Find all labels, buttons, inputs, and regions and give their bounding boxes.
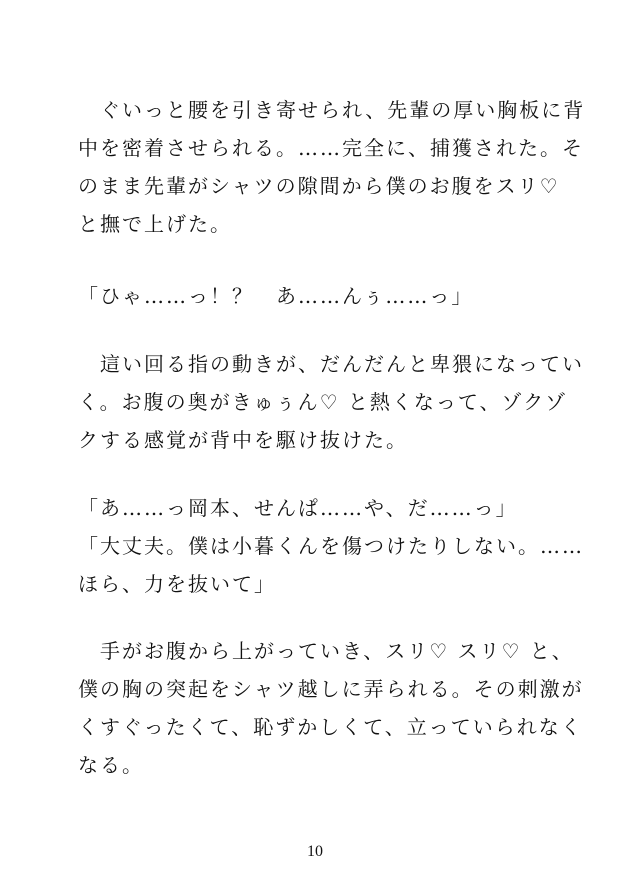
text-line: く。お腹の奥がきゅぅん♡ と熱くなって、ゾクゾ <box>78 390 568 414</box>
text-line: なる。 <box>78 753 144 777</box>
text-line: 僕の胸の突起をシャツ越しに弄られる。その刺激が <box>78 677 584 701</box>
page-number: 10 <box>307 843 323 860</box>
text-line: くすぐったくて、恥ずかしくて、立っていられなく <box>78 715 583 739</box>
text-line: 中を密着させられる。……完全に、捕獲された。そ <box>78 136 584 160</box>
text-line: と撫で上げた。 <box>78 212 232 236</box>
text-line: のまま先輩がシャツの隙間から僕のお腹をスリ♡ <box>78 174 560 198</box>
text-line: ぐいっと腰を引き寄せられ、先輩の厚い胸板に背 <box>78 98 586 122</box>
text-line: 這い回る指の動きが、だんだんと卑猥になってい <box>78 352 584 376</box>
dialogue-line: 「ひゃ……っ！？ あ……んぅ……っ」 <box>78 284 474 308</box>
dialogue-line: 「あ……っ岡本、せんぱ……や、だ……っ」 <box>78 496 518 520</box>
text-line: 手がお腹から上がっていき、スリ♡ スリ♡ と、 <box>78 639 574 663</box>
dialogue-line: 「大丈夫。僕は小暮くんを傷つけたりしない。…… <box>78 534 584 558</box>
dialogue-line: ほら、力を抜いて」 <box>78 572 276 596</box>
text-line: クする感覚が背中を駆け抜けた。 <box>78 428 408 452</box>
